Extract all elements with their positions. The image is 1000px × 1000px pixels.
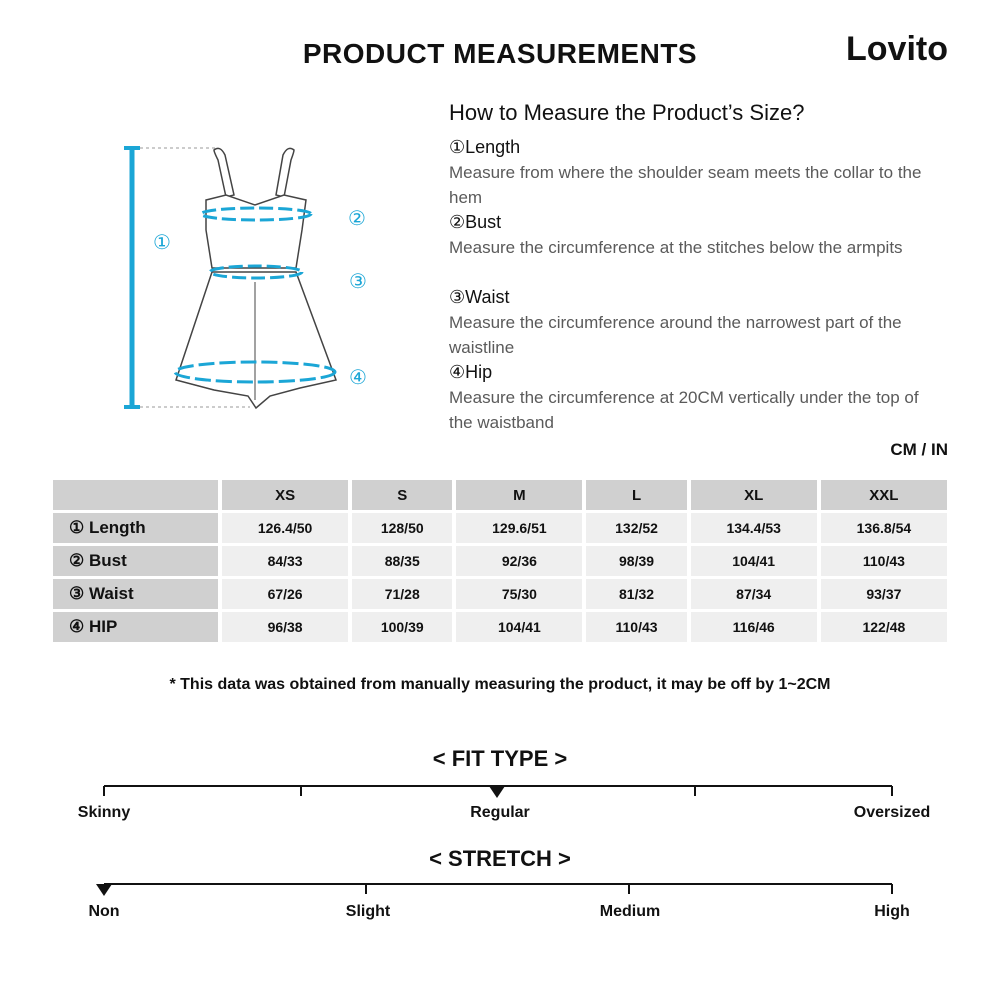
marker-length: ① (153, 230, 171, 254)
table-cell: 81/32 (586, 579, 686, 609)
table-cell: 129.6/51 (456, 513, 582, 543)
table-cell: 110/43 (821, 546, 947, 576)
table-cell: 104/41 (691, 546, 817, 576)
size-table (49, 477, 951, 645)
table-cell: 136.8/54 (821, 513, 947, 543)
table-cell: 126.4/50 (222, 513, 348, 543)
table-cell: 96/38 (222, 612, 348, 642)
garment-diagram (120, 135, 380, 425)
fit-label-regular: Regular (470, 804, 530, 821)
table-cell: 122/48 (821, 612, 947, 642)
hip-heading: ④Hip (449, 362, 493, 382)
waist-heading: ③Waist (449, 287, 510, 307)
row-label: ③ Waist (53, 579, 218, 609)
table-row (53, 546, 947, 576)
page-title: PRODUCT MEASUREMENTS (302, 38, 698, 69)
stretch-label-non: Non (88, 903, 120, 920)
table-header-row (53, 480, 947, 510)
left-strap (214, 148, 234, 197)
table-cell: 92/36 (456, 546, 582, 576)
table-cell: 128/50 (352, 513, 452, 543)
size-header: XL (691, 480, 817, 510)
size-header: L (586, 480, 686, 510)
table-cell: 75/30 (456, 579, 582, 609)
fit-type-scale (0, 780, 1000, 800)
bodice (206, 195, 306, 268)
fit-type-indicator (489, 786, 505, 798)
skirt (176, 272, 336, 408)
table-cell: 87/34 (691, 579, 817, 609)
fit-label-skinny: Skinny (77, 804, 131, 821)
table-row (53, 579, 947, 609)
length-text: Measure from where the shoulder seam meets the collar to the hem (449, 163, 922, 207)
table-cell: 132/52 (586, 513, 686, 543)
table-cell: 93/37 (821, 579, 947, 609)
measurement-note: * This data was obtained from manually measuring the product, it may be off by 1~2CM (169, 676, 831, 693)
howto-title: How to Measure the Product’s Size? (449, 100, 805, 125)
bust-text: Measure the circumference at the stitches below the armpits (449, 238, 903, 257)
hip-text: Measure the circumference at 20CM vertically under the top of the waistband (449, 388, 919, 432)
table-cell: 134.4/53 (691, 513, 817, 543)
fit-label-oversized: Oversized (853, 804, 931, 821)
row-label: ④ HIP (53, 612, 218, 642)
size-header: XS (222, 480, 348, 510)
row-label: ② Bust (53, 546, 218, 576)
row-label: ① Length (53, 513, 218, 543)
marker-hip: ④ (349, 365, 367, 389)
size-header: XXL (821, 480, 947, 510)
marker-bust: ② (348, 206, 366, 230)
size-header: M (456, 480, 582, 510)
table-cell: 71/28 (352, 579, 452, 609)
table-row (53, 612, 947, 642)
marker-waist: ③ (349, 269, 367, 293)
stretch-label-medium: Medium (599, 903, 661, 920)
table-cell: 104/41 (456, 612, 582, 642)
stretch-indicator (96, 884, 112, 896)
stretch-label-slight: Slight (345, 903, 391, 920)
waist-text: Measure the circumference around the narrowest part of the waistline (449, 313, 902, 357)
unit-label: CM / IN (890, 440, 948, 459)
length-heading: ①Length (449, 137, 521, 157)
stretch-label-high: High (874, 903, 910, 920)
table-cell: 98/39 (586, 546, 686, 576)
table-cell: 100/39 (352, 612, 452, 642)
table-cell: 67/26 (222, 579, 348, 609)
stretch-scale (0, 878, 1000, 898)
table-cell: 84/33 (222, 546, 348, 576)
table-cell: 110/43 (586, 612, 686, 642)
fit-type-title: < FIT TYPE > (432, 746, 568, 771)
table-row (53, 513, 947, 543)
table-cell: 116/46 (691, 612, 817, 642)
brand-logo: Lovito (846, 30, 948, 68)
bust-heading: ②Bust (449, 212, 502, 232)
table-corner (53, 480, 218, 510)
size-header: S (352, 480, 452, 510)
right-strap (276, 148, 294, 197)
stretch-title: < STRETCH > (429, 846, 571, 871)
table-cell: 88/35 (352, 546, 452, 576)
